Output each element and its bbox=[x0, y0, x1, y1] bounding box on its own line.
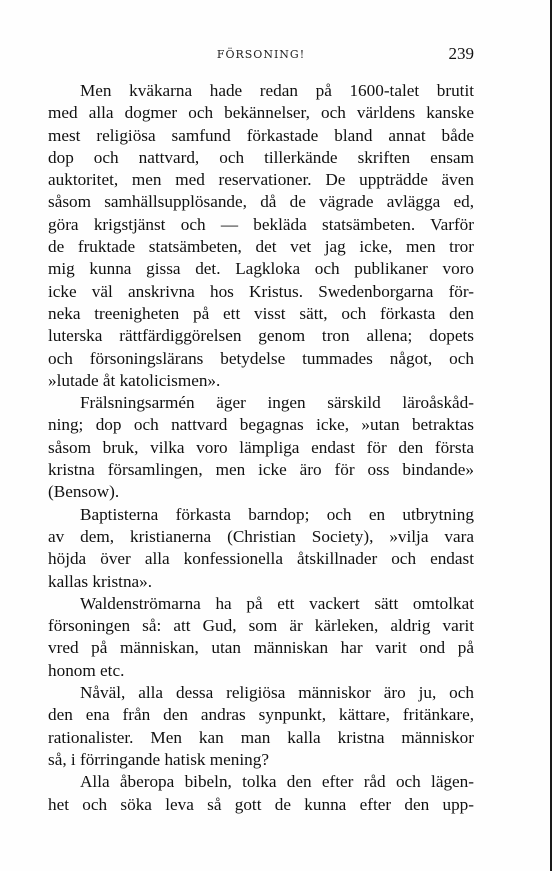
text-line: såsom bruk, vilka voro lämpliga endast för den första bbox=[48, 437, 474, 457]
text-line: av dem, kristianerna (Christian Society), »vilja vara bbox=[48, 526, 474, 546]
text-line: honom etc. bbox=[48, 660, 125, 680]
text-line: Frälsningsarmén äger ingen särskild läroåskåd- bbox=[80, 393, 474, 413]
text-line: (Bensow). bbox=[48, 482, 120, 502]
text-line: mig kunna gissa det. Lagkloka och publikaner voro bbox=[48, 259, 474, 279]
text-line: så, i förringande hatisk mening? bbox=[48, 749, 269, 769]
text-line: med alla dogmer och bekännelser, och världens kanske bbox=[48, 103, 474, 123]
text-line: mest religiösa samfund förkastade bland annat både bbox=[48, 125, 474, 145]
text-line: höjda över alla konfessionella åtskillnader och endast bbox=[48, 549, 474, 569]
text-line: het och söka leva så gott de kunna efter den upp- bbox=[48, 794, 474, 814]
text-line: icke väl anskrivna hos Kristus. Swedenborgarna för- bbox=[48, 281, 474, 301]
page-header bbox=[48, 44, 474, 64]
text-line: kallas kristna». bbox=[48, 571, 153, 591]
text-line: ning; dop och nattvard begagnas icke, »utan betraktas bbox=[48, 415, 474, 435]
running-title: FÖRSONING! bbox=[216, 48, 306, 61]
text-line: dop och nattvard, och tillerkände skriften ensam bbox=[48, 147, 474, 167]
text-line: neka treenigheten på ett visst sätt, och förkasta den bbox=[48, 303, 474, 323]
text-line: de fruktade statsämbeten, det vet jag icke, men tror bbox=[48, 237, 474, 257]
text-line: rationalister. Men kan man kalla kristna människor bbox=[48, 727, 474, 747]
text-line: auktoritet, men med reservationer. De uppträdde även bbox=[48, 170, 474, 190]
text-line: luterska rättfärdiggörelsen genom tron allena; dopets bbox=[48, 326, 474, 346]
text-line: försoningen så: att Gud, som är kärleken, aldrig varit bbox=[48, 616, 474, 636]
text-line: göra krigstjänst och — bekläda statsämbeten. Varför bbox=[48, 214, 474, 234]
text-line: Baptisterna förkasta barndop; och en utbrytning bbox=[80, 504, 474, 524]
page-number: 239 bbox=[448, 44, 474, 63]
text-line: »lutade åt katolicismen». bbox=[48, 370, 221, 390]
text-line: vred på människan, utan människan har varit ond på bbox=[48, 638, 474, 658]
body-text bbox=[48, 80, 474, 816]
text-line: Waldenströmarna ha på ett vackert sätt omtolkat bbox=[80, 593, 474, 613]
text-line: Alla åberopa bibeln, tolka den efter råd och lägen- bbox=[80, 772, 474, 792]
text-line: och försoningslärans betydelse tummades något, och bbox=[48, 348, 474, 368]
text-line: såsom samhällsupplösande, då de vägrade avlägga ed, bbox=[48, 192, 474, 212]
text-line: kristna församlingen, men icke äro för oss bindande» bbox=[48, 460, 474, 480]
text-line: den ena från den andras synpunkt, kättare, fritänkare, bbox=[48, 705, 474, 725]
text-line: Men kväkarna hade redan på 1600-talet brutit bbox=[80, 81, 474, 100]
text-line: Nåväl, alla dessa religiösa människor äro ju, och bbox=[80, 683, 474, 703]
